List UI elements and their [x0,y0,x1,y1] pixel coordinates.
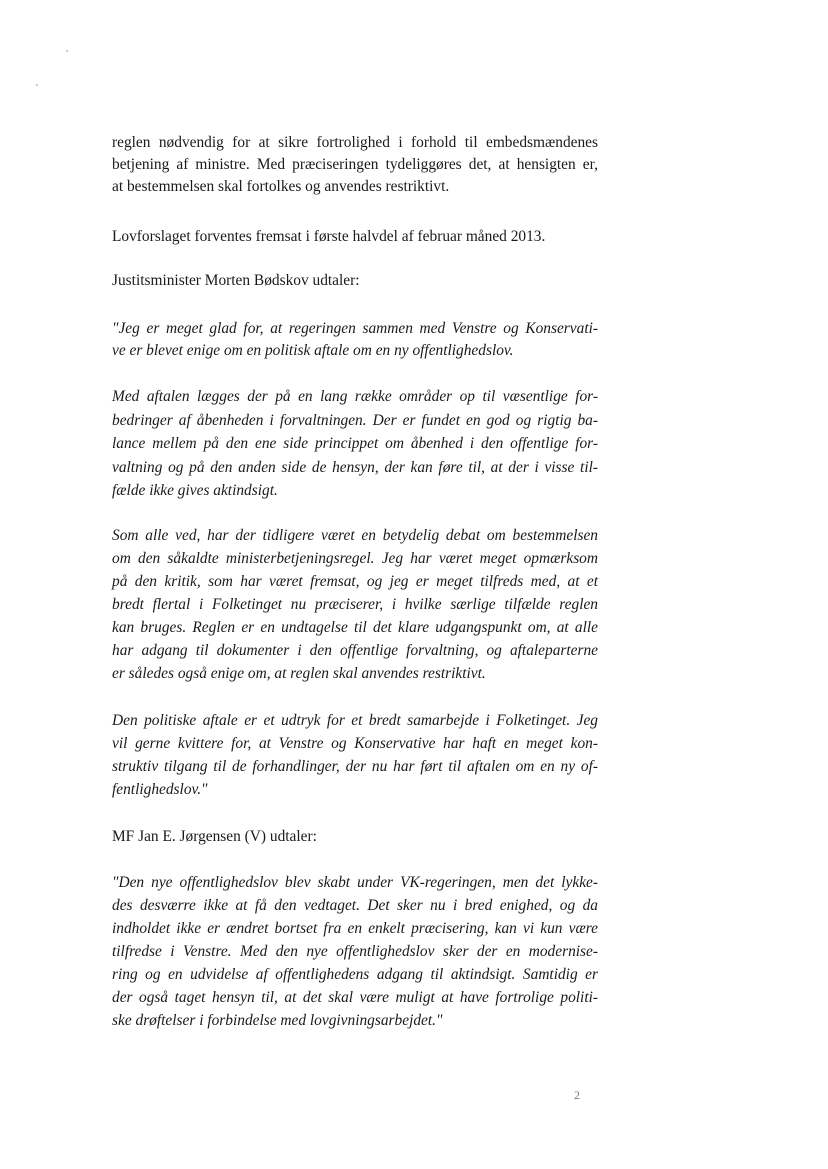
text-line: "Den nye offentlighedslov blev skabt under VK-regeringen, men det lykke- [112,874,598,891]
text-line: valtning og på den anden side de hensyn, der kan føre til, at der i visse til- [112,459,598,476]
text-line: des desværre ikke at få den vedtaget. Det sker nu i bred enighed, og da [112,897,598,914]
text-line: tilfredse i Venstre. Med den nye offentlighedslov sker der en modernise- [112,943,598,960]
text-line: ring og en udvidelse af offentlighedens adgang til aktindsigt. Samtidig er [112,966,598,983]
text-line: vil gerne kvittere for, at Venstre og Konservative har haft en meget kon- [112,735,598,752]
text-line: "Jeg er meget glad for, at regeringen sammen med Venstre og Konservati- [112,320,598,337]
text-line: om den såkaldte ministerbetjeningsregel. Jeg har været meget opmærksom [112,550,598,567]
scan-speck [36,84,38,86]
text-line: indholdet ikke er ændret bortset fra en enkelt præcisering, kan vi kun være [112,920,598,937]
text-line: har adgang til dokumenter i den offentlige forvaltning, og aftaleparterne [112,642,598,659]
speaker-intro-jan-jorgensen: MF Jan E. Jørgensen (V) udtaler: [112,828,317,845]
text-line: betjening af ministre. Med præciseringen tydeliggøres det, at hensigten er, [112,156,598,173]
text-line: Den politiske aftale er et udtryk for et bredt samarbejde i Folketinget. Jeg [112,712,598,729]
text-line: bredt flertal i Folketinget nu præciserer, i hvilke særlige tilfælde reglen [112,596,598,613]
text-line: at bestemmelsen skal fortolkes og anvendes restriktivt. [112,178,450,195]
text-line: fælde ikke gives aktindsigt. [112,482,278,499]
text-line: bedringer af åbenheden i forvaltningen. Der er fundet en god og rigtig ba- [112,412,598,429]
paragraph-bill-timing: Lovforslaget forventes fremsat i første halvdel af februar måned 2013. [112,228,546,245]
scan-speck [66,50,68,52]
text-line: der også taget hensyn til, at det skal være muligt at have fortrolige politi- [112,989,598,1006]
text-line: er således også enige om, at reglen skal anvendes restriktivt. [112,665,486,682]
text-line: Som alle ved, har der tidligere været en betydelig debat om bestemmelsen [112,527,598,544]
text-line: Med aftalen lægges der på en lang række områder op til væsentlige for- [112,388,598,405]
text-line: ske drøftelser i forbindelse med lovgivningsarbejdet." [112,1012,443,1029]
text-line: på den kritik, som har været fremsat, og jeg er meget tilfreds med, at et [112,573,598,590]
text-line: ve er blevet enige om en politisk aftale om en ny offentlighedslov. [112,342,514,359]
speaker-intro-justice-minister: Justitsminister Morten Bødskov udtaler: [112,272,360,289]
page-number: 2 [574,1088,580,1102]
text-line: lance mellem på den ene side princippet om åbenhed i den offentlige for- [112,435,598,452]
text-line: struktiv tilgang til de forhandlinger, der nu har ført til aftalen om en ny of- [112,758,598,775]
text-line: fentlighedslov." [112,781,208,798]
text-line: reglen nødvendig for at sikre fortrolighed i forhold til embedsmændenes [112,134,598,151]
text-line: kan bruges. Reglen er en undtagelse til det klare udgangspunkt om, at alle [112,619,598,636]
